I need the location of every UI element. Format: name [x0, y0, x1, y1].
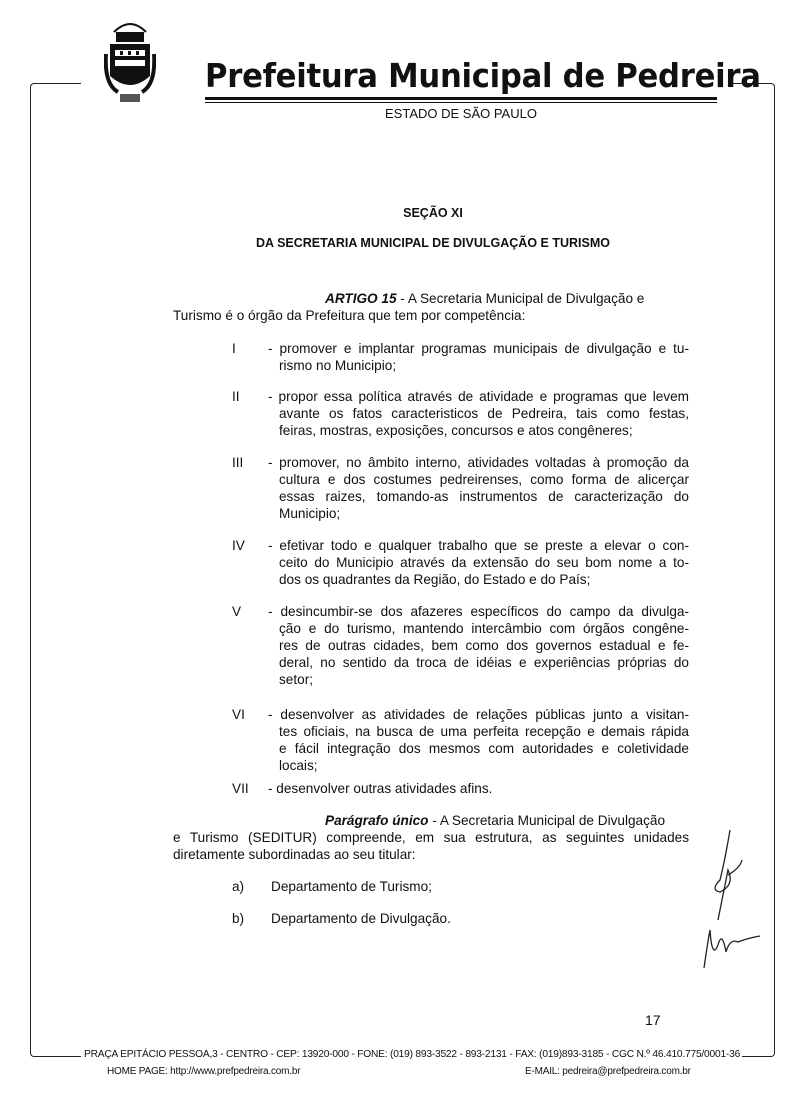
item-text-line: locais; — [279, 758, 318, 773]
item-text-line: avante os fatos caracteristicos de Pedreira, tais como festas, — [279, 406, 689, 421]
item-text-line: tes oficiais, na busca de uma perfeita recepção e demais rápida — [279, 724, 689, 739]
item-numeral: IV — [232, 538, 245, 553]
unit-marker-b: b) — [232, 911, 245, 926]
unit-marker-a: a) — [232, 879, 245, 894]
item-text-line: - desincumbir-se dos afazeres específicos do campo da divulga- — [268, 604, 689, 619]
item-numeral: III — [232, 455, 244, 470]
item-numeral: VI — [232, 707, 245, 722]
paragraph-label: Parágrafo único — [325, 813, 429, 828]
item-text-line: feiras, mostras, exposições, concursos e atos congêneres; — [279, 423, 633, 438]
paragraph-text-3: diretamente subordinadas ao seu titular: — [173, 847, 416, 862]
municipal-crest-logo — [104, 14, 156, 106]
item-text-line: - desenvolver as atividades de relações públicas junto a visitan- — [268, 707, 689, 722]
paragraph-line-1 — [325, 812, 665, 829]
unit-text-a: Departamento de Turismo; — [271, 879, 432, 894]
item-text-line: e fácil integração dos mesmos com autoridades e coletividade — [279, 741, 689, 756]
article-text-1: - A Secretaria Municipal de Divulgação e — [396, 291, 645, 306]
frame-left — [30, 83, 81, 1057]
item-text-line: ceito do Municipio através da extensão do seu bom nome a to- — [279, 555, 689, 570]
item-text-line: - promover, no âmbito interno, atividades voltadas à promoção da — [268, 455, 689, 470]
item-numeral: II — [232, 389, 240, 404]
item-numeral: I — [232, 341, 236, 356]
handwritten-initials — [690, 820, 770, 970]
footer-address: PRAÇA EPITÁCIO PESSOA,3 - CENTRO - CEP: 13920-000 - FONE: (019) 893-3522 - 893-2131 - FAX: (019)893-3185 - CGC N.º 46.410.775/0001-36 — [84, 1049, 741, 1060]
item-numeral: V — [232, 604, 242, 619]
item-text-line: setor; — [279, 672, 313, 687]
article-text-2: Turismo é o órgão da Prefeitura que tem por competência: — [173, 308, 526, 323]
item-text-line: deral, no sentido da troca de idéias e experiências próprias do — [279, 655, 689, 670]
header-rule — [205, 97, 717, 100]
item-numeral: VII — [232, 781, 249, 796]
section-heading: SEÇÃO XI — [403, 206, 463, 220]
item-text-line: dos os quadrantes da Região, do Estado e do País; — [279, 572, 591, 587]
footer-email: E-MAIL: pedreira@prefpedreira.com.br — [525, 1066, 691, 1077]
header-subtitle: ESTADO DE SÃO PAULO — [385, 106, 537, 121]
paragraph-text-1: - A Secretaria Municipal de Divulgação — [428, 813, 666, 828]
section-subheading: DA SECRETARIA MUNICIPAL DE DIVULGAÇÃO E TURISMO — [256, 236, 610, 250]
item-text-line: res de outras cidades, bem como dos governos estadual e fe- — [279, 638, 689, 653]
article-label: ARTIGO 15 — [325, 291, 397, 306]
footer-homepage: HOME PAGE: http://www.prefpedreira.com.br — [107, 1066, 301, 1077]
paragraph-text-2: e Turismo (SEDITUR) compreende, em sua estrutura, as seguintes unidades — [173, 830, 689, 845]
item-text-line: - propor essa política através de atividade e programas que levem — [268, 389, 689, 404]
item-text-line: ção e do turismo, mantendo intercâmbio com órgãos congêne- — [279, 621, 689, 636]
item-text-line: - desenvolver outras atividades afins. — [268, 781, 493, 796]
item-text-line: - efetivar todo e qualquer trabalho que se preste a elevar o con- — [268, 538, 689, 553]
article-line-1 — [325, 290, 644, 307]
item-text-line: - promover e implantar programas municipais de divulgação e tu- — [268, 341, 689, 356]
unit-text-b: Departamento de Divulgação. — [271, 911, 451, 926]
header-title: Prefeitura Municipal de Pedreira — [205, 56, 761, 95]
item-text-line: cultura e dos costumes pedreirenses, como forma de alicerçar — [279, 472, 689, 487]
item-text-line: Municipio; — [279, 506, 341, 521]
item-text-line: essas raizes, tomando-as instrumentos de caracterização do — [279, 489, 689, 504]
page-number: 17 — [645, 1012, 661, 1028]
header-rule-thin — [205, 102, 717, 103]
item-text-line: rismo no Municipio; — [279, 358, 397, 373]
